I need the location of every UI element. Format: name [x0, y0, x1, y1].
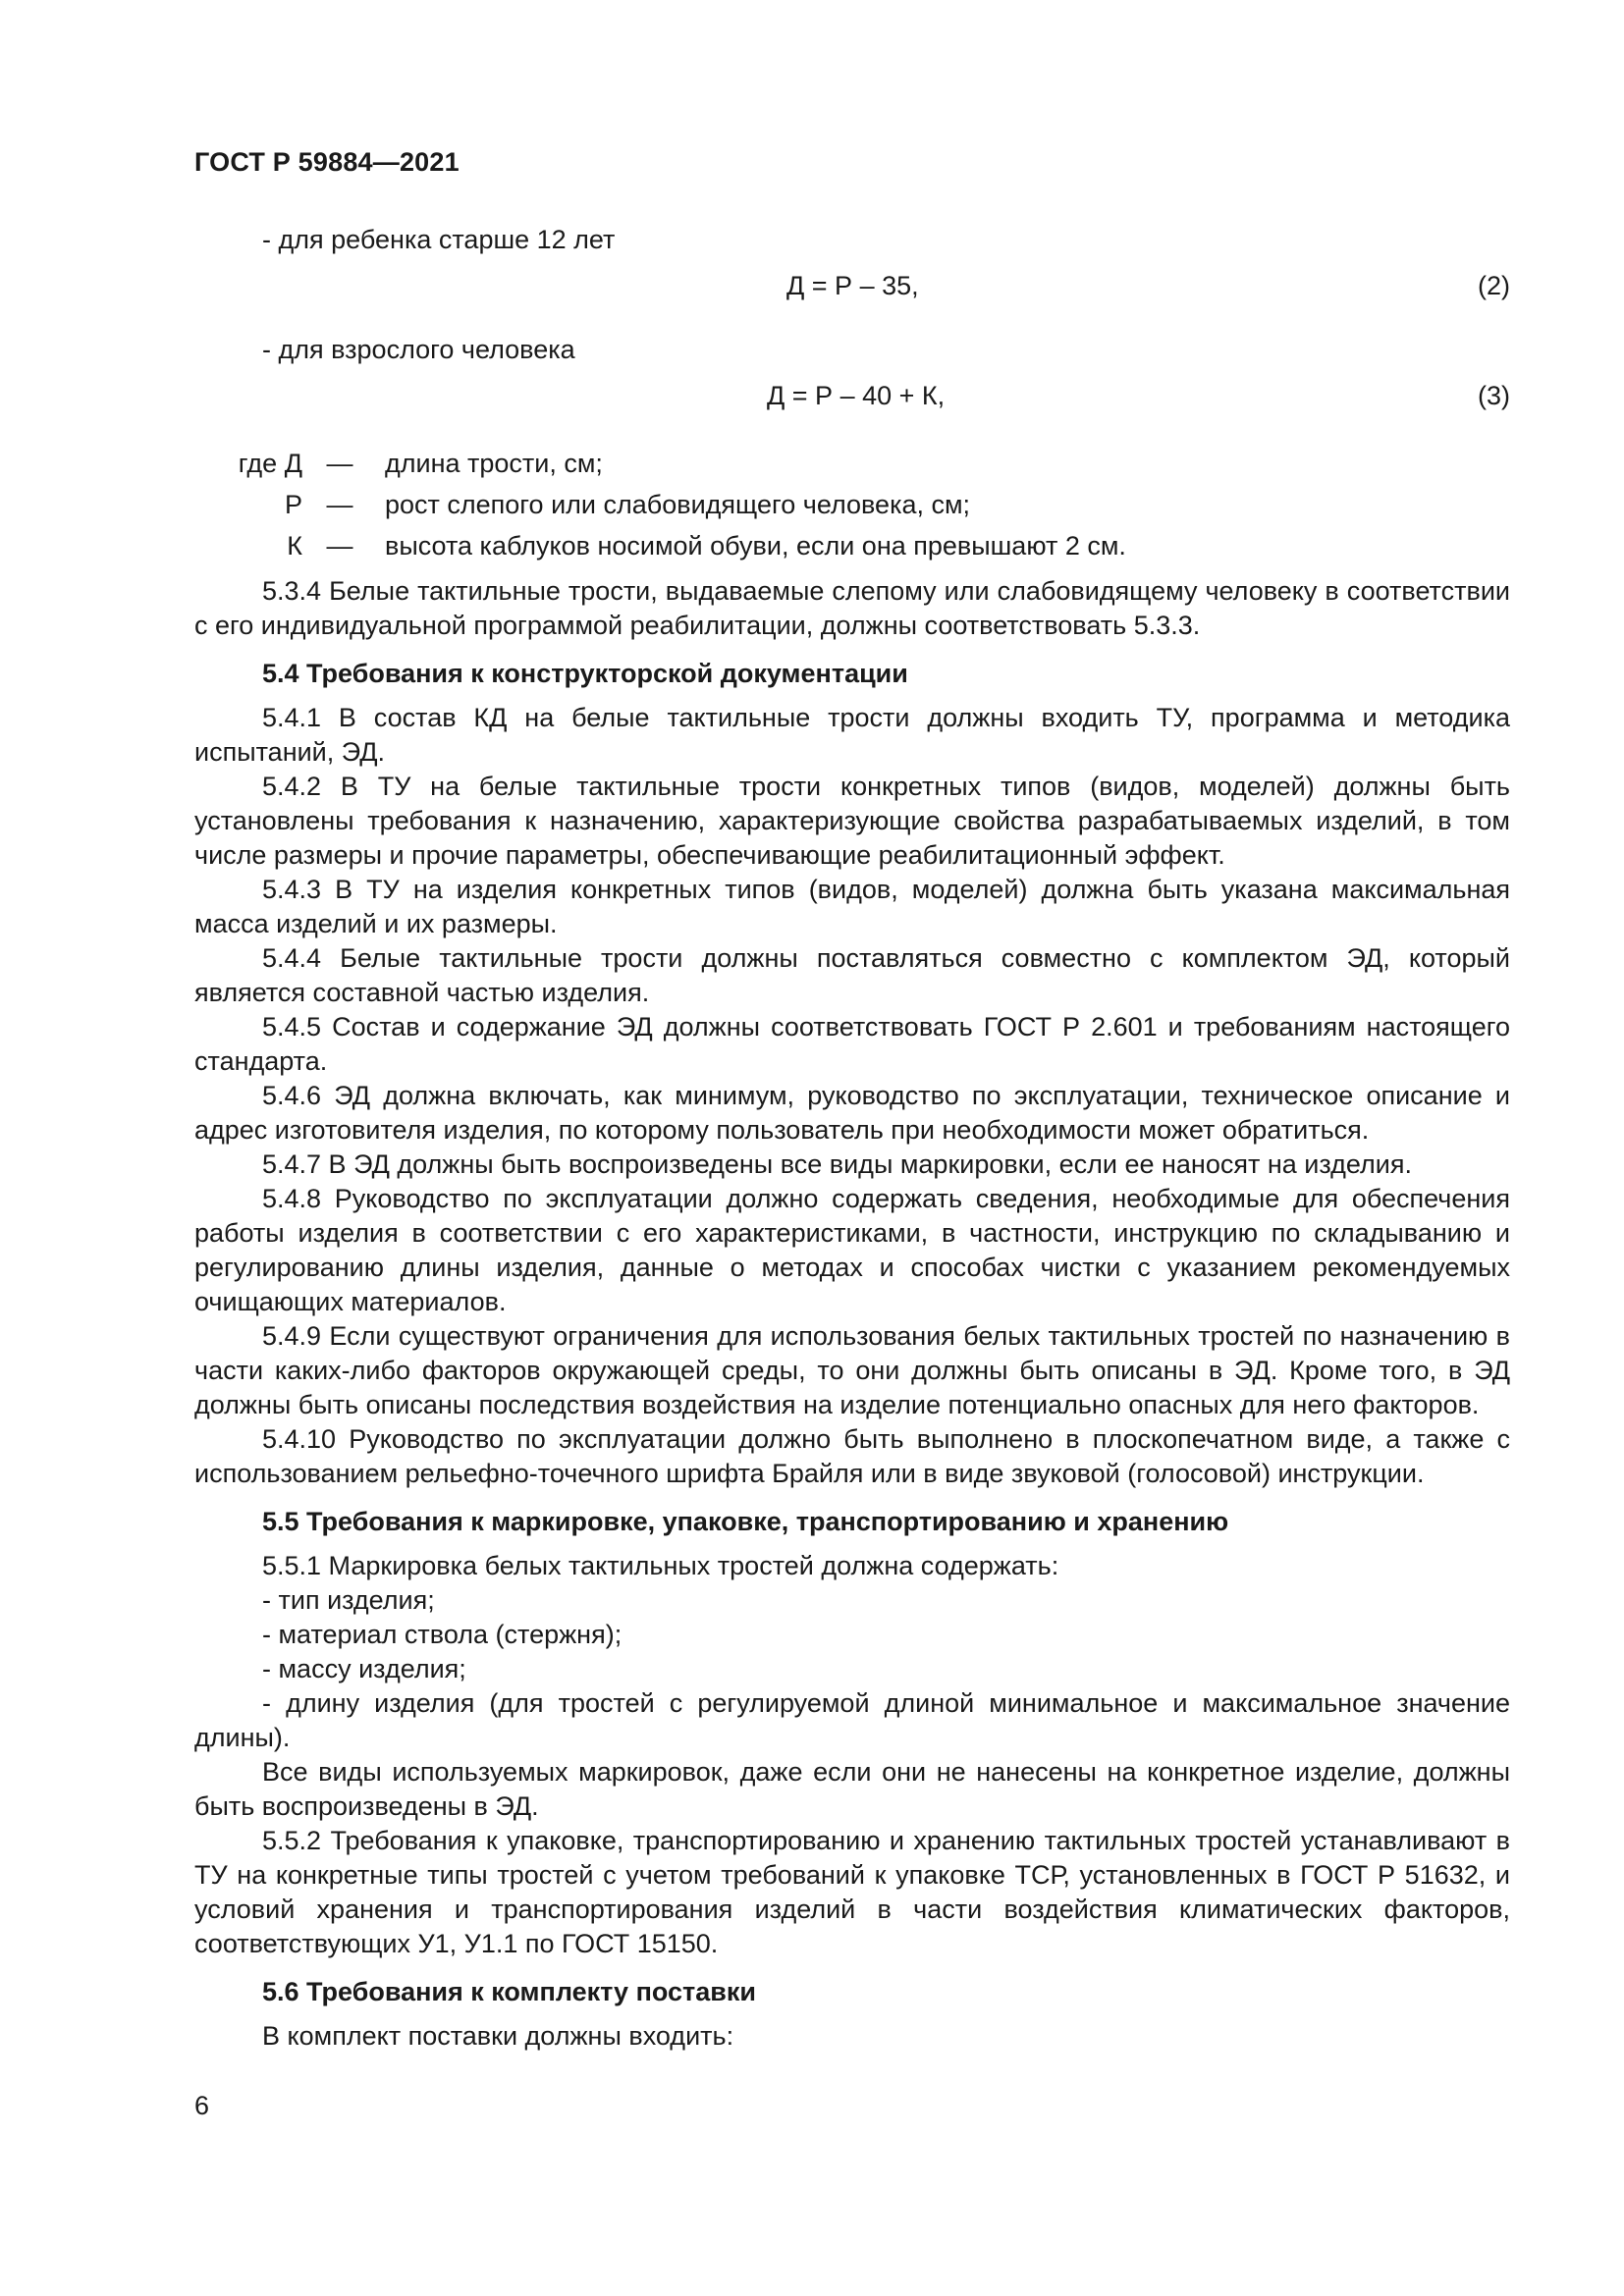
child-label: - для ребенка старше 12 лет: [262, 225, 616, 254]
formula-3: [194, 379, 1510, 423]
formula-3-expr: Д = Р – 40 + К,: [767, 381, 946, 410]
paragraph: 5.4.10 Руководство по эксплуатации должно быть выполнено в плоскопечатном виде, а также с использованием рельефно-точечного шрифта Брайля или в виде звуковой (голосовой) инструкции.: [194, 1424, 1510, 1488]
where-definition: высота каблуков носимой обуви, если она превышают 2 см.: [385, 530, 1126, 561]
where-row: [194, 484, 1510, 525]
paragraph: Все виды используемых маркировок, даже если они не нанесены на конкретное изделие, должны быть воспроизведены в ЭД.: [194, 1757, 1510, 1821]
where-dash: —: [326, 530, 353, 561]
section-5-5-heading: 5.5 Требования к маркировке, упаковке, транспортированию и хранению: [262, 1507, 1229, 1536]
paragraph-5-5-1: 5.5.1 Маркировка белых тактильных тростей должна содержать:: [262, 1551, 1059, 1580]
list-item: - материал ствола (стержня);: [262, 1620, 623, 1649]
where-row: [194, 443, 1510, 484]
where-dash: —: [326, 448, 353, 478]
paragraph: 5.4.8 Руководство по эксплуатации должно содержать сведения, необходимые для обеспечения работы изделия в соответствии с его характеристиками, в частности, инструкцию по складыванию и регулированию длины изделия, данные о методах и способах чистки с указанием рекомендуемых очищающих материалов.: [194, 1184, 1510, 1316]
formula-2: [194, 269, 1510, 313]
paragraph: 5.4.6 ЭД должна включать, как минимум, руководство по эксплуатации, техническое описание и адрес изготовителя изделия, по которому пользователь при необходимости может обратиться.: [194, 1081, 1510, 1145]
formula-2-expr: Д = Р – 35,: [786, 271, 919, 300]
paragraph-5-3-4: 5.3.4 Белые тактильные трости, выдаваемые слепому или слабовидящему человеку в соответствии с его индивидуальной программой реабилитации, должны соответствовать 5.3.3.: [194, 576, 1510, 640]
paragraph: 5.4.7 В ЭД должны быть воспроизведены все виды маркировки, если ее наносят на изделия.: [262, 1149, 1412, 1179]
paragraph: 5.4.2 В ТУ на белые тактильные трости конкретных типов (видов, моделей) должны быть установлены требования к назначению, характеризующие свойства разрабатываемых изделий, в том числе размеры и прочие параметры, обеспечивающие реабилитационный эффект.: [194, 772, 1510, 870]
where-list: [194, 443, 1510, 566]
paragraph: 5.4.1 В состав КД на белые тактильные трости должны входить ТУ, программа и методика испытаний, ЭД.: [194, 703, 1510, 767]
list-item: - тип изделия;: [262, 1585, 435, 1615]
adult-label: - для взрослого человека: [262, 335, 575, 364]
formula-3-number: (3): [1478, 381, 1510, 410]
page-content: [194, 223, 1510, 2054]
formula-2-number: (2): [1478, 271, 1510, 300]
paragraph: 5.4.9 Если существуют ограничения для использования белых тактильных тростей по назначению в части каких-либо факторов окружающей среды, то они должны быть описаны в ЭД. Кроме того, в ЭД должны быть описаны последствия воздействия на изделие потенциально опасных для него факторов.: [194, 1321, 1510, 1419]
paragraph: 5.4.4 Белые тактильные трости должны поставляться совместно с комплектом ЭД, который является составной частью изделия.: [194, 943, 1510, 1007]
section-5-4-heading: 5.4 Требования к конструкторской документации: [262, 659, 908, 688]
where-dash: —: [326, 489, 353, 519]
where-symbol: где Д: [238, 448, 302, 478]
list-item: - длину изделия (для тростей с регулируемой длиной минимальное и максимальное значение длины).: [194, 1688, 1510, 1752]
where-symbol: К: [287, 530, 302, 561]
paragraph: 5.4.5 Состав и содержание ЭД должны соответствовать ГОСТ Р 2.601 и требованиям настоящего стандарта.: [194, 1012, 1510, 1076]
document-header: ГОСТ Р 59884—2021: [194, 147, 460, 177]
page-number: 6: [194, 2091, 210, 2120]
where-definition: длина трости, см;: [385, 448, 603, 478]
where-definition: рост слепого или слабовидящего человека, см;: [385, 489, 971, 519]
section-5-6-heading: 5.6 Требования к комплекту поставки: [262, 1977, 756, 2006]
paragraph: В комплект поставки должны входить:: [262, 2021, 734, 2051]
paragraph: 5.4.3 В ТУ на изделия конкретных типов (видов, моделей) должна быть указана максимальная масса изделий и их размеры.: [194, 875, 1510, 938]
paragraph-5-5-2: 5.5.2 Требования к упаковке, транспортированию и хранению тактильных тростей устанавливают в ТУ на конкретные типы тростей с учетом требований к упаковке ТСР, установленных в ГОСТ Р 51632, и условий хранения и транспортирования изделий в части воздействия климатических факторов, соответствующих У1, У1.1 по ГОСТ 15150.: [194, 1826, 1510, 1958]
list-item: - массу изделия;: [262, 1654, 466, 1683]
where-symbol: Р: [284, 489, 302, 519]
where-row: [194, 525, 1510, 566]
